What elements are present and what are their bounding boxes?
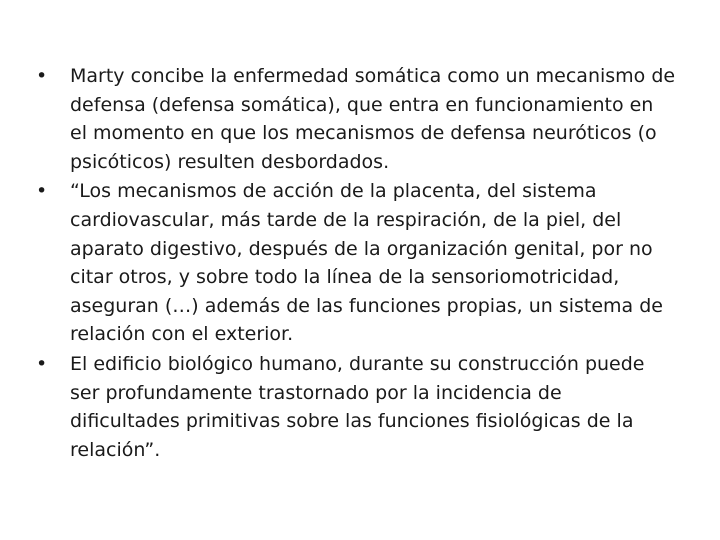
- bullet-text: “Los mecanismos de acción de la placenta, del sistema cardiovascular, más tarde de la respiración, de la piel, del aparato digestivo, después de la organización genital, por no citar otros, y sobre todo la línea de la sensoriomotricidad, aseguran (…) además de las funciones propias, un sistema de relación con el exterior.: [70, 180, 663, 346]
- bullet-list: [36, 62, 676, 465]
- bullet-point-icon: •: [36, 180, 48, 203]
- bullet-item: [36, 177, 676, 349]
- bullet-point-icon: •: [36, 352, 48, 375]
- bullet-text: Marty concibe la enfermedad somática como un mecanismo de defensa (defensa somática), que entra en funcionamiento en el momento en que los mecanismos de defensa neuróticos (o psicóticos) resulten desbordados.: [70, 65, 676, 173]
- bullet-point-icon: •: [36, 65, 48, 87]
- bullet-item: [36, 350, 676, 464]
- bullet-item: [36, 62, 676, 176]
- bullet-text: El edificio biológico humano, durante su construcción puede ser profundamente trastornado por la incidencia de dificultades primitivas sobre las funciones fisiológicas de la relación”.: [70, 352, 645, 461]
